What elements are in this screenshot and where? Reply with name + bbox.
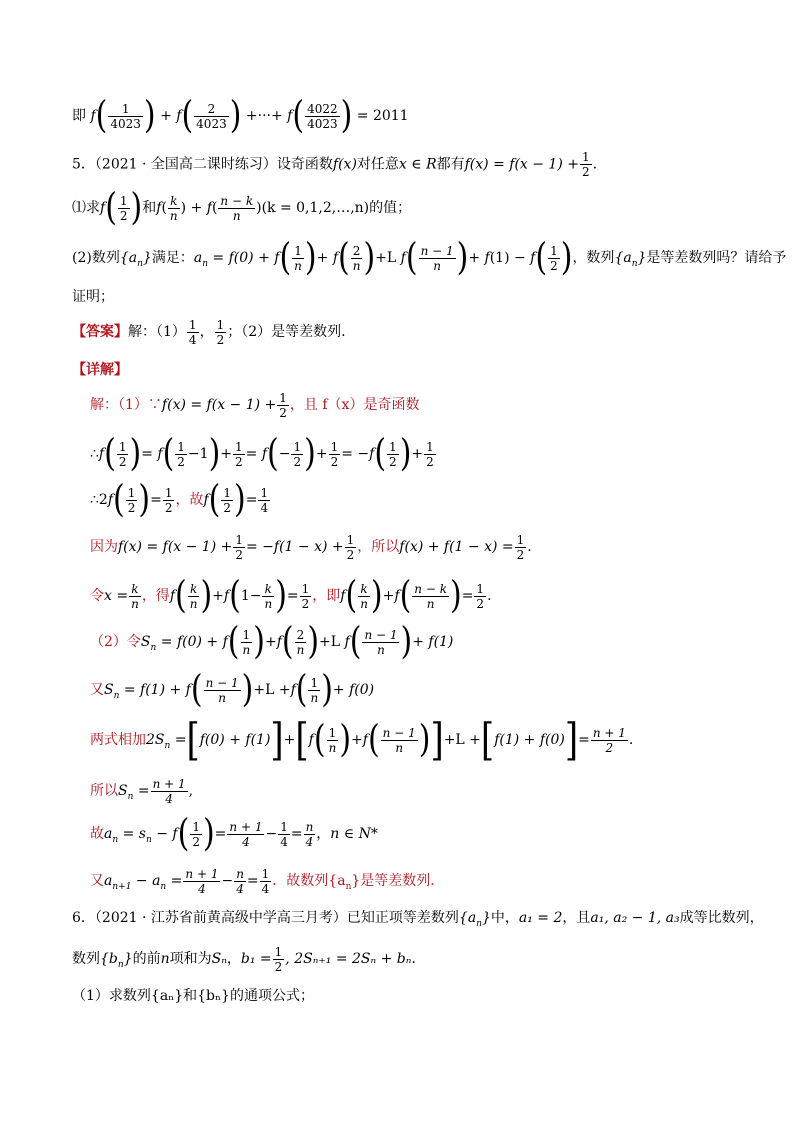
- s6-f2: $\frac{2}{n}$: [296, 627, 305, 657]
- answer-tag: 【答案】: [72, 324, 128, 340]
- answer-line: [72, 316, 346, 348]
- q6-b1: b₁ =: [240, 951, 272, 967]
- s2-f6: $\frac{1}{2}$: [389, 439, 397, 469]
- detail-step-11: 又$a_{n+1} - a_n$ = $\frac{n + 1}{4}$ − $\frac{n}{4}$ = $\frac{1}{4}$ ．故数列$\{a_n\}$是等差数列.: [90, 866, 435, 896]
- question-number: 5．: [72, 156, 95, 173]
- part-2-proof: 证明；: [72, 289, 114, 305]
- q6-text1: 已知正项等差数列: [346, 910, 459, 926]
- q6-l2-d: ，: [226, 951, 241, 967]
- s3-f4: $\frac{1}{4}$: [260, 485, 269, 515]
- question-6-line: 6．（2021 · 江苏省前黄高级中学高三月考）已知正项等差数列$\{a_n\}$中，a₁ = 2，且a₁, a₂ − 1, a₃成等比数列，: [72, 910, 764, 929]
- s8-f1: $\frac{1}{n}$: [328, 725, 337, 755]
- step1-eq: f(x) = f(x − 1) +: [161, 397, 277, 413]
- s2-f1: $\frac{1}{2}$: [118, 439, 127, 469]
- s4-f3: $\frac{1}{2}$: [516, 532, 525, 562]
- s6-f1: $\frac{1}{n}$: [242, 627, 251, 657]
- step1-a: 解：（1）∵: [90, 397, 162, 413]
- question-6-line-2: 数列$\{b_n\}$的前n项和为Sₙ，b₁ = $\frac{1}{2}$ , 2Sₙ₊₁ = 2Sₙ + bₙ．: [72, 944, 426, 974]
- step4-a: 因为: [90, 539, 118, 555]
- s10-f3: $\frac{1}{4}$: [280, 819, 288, 849]
- frac-n1-n: $\frac{n - 1}{n}$: [420, 243, 454, 273]
- s4-f1: $\frac{1}{2}$: [235, 532, 243, 562]
- s5-f1: $\frac{k}{n}$: [131, 581, 139, 611]
- part-2-line-2: [72, 287, 114, 307]
- s10-f2: $\frac{n + 1}{4}$: [229, 819, 263, 849]
- step3-mid: ，故: [175, 492, 204, 508]
- answer-frac-1-2: $\frac{1}{2}$: [216, 317, 225, 347]
- q6-a1: a₁ = 2: [518, 910, 563, 926]
- part-2-line: (2)数列$\{a_n\}$满足：$a_n = f(0) + f$( $\frac{1}{n}$ )+ f( $\frac{2}{n}$ )+L f( $\frac{n - 1}{n}$ )+ f(1) − f( $\frac{1}{2}$ )，数列$\{a_n\}$是等差数列吗？请给予: [72, 235, 787, 280]
- detail-step-10: 故$a_n = s_n - f$( $\frac{1}{2}$ )= $\frac{n + 1}{4}$ − $\frac{1}{4}$ = $\frac{n}{4}$ ，n ∈ N*: [90, 811, 378, 856]
- step8-a: 两式相加: [90, 732, 146, 748]
- s5-f4: $\frac{1}{2}$: [301, 581, 310, 611]
- detail-step-7: 又$S_n = f(1) + f$( $\frac{n - 1}{n}$ )+L +f( $\frac{1}{n}$ )+ f(0): [90, 667, 375, 712]
- part-2-text2: ，数列: [572, 250, 615, 266]
- step11-a: 又: [90, 873, 104, 889]
- s11-f2: $\frac{n}{4}$: [236, 866, 244, 896]
- part-2-text1: 满足：: [151, 250, 194, 266]
- step11-b: ．故数列{a: [272, 873, 346, 889]
- detail-step-5: 令x = $\frac{k}{n}$ ，得f( $\frac{k}{n}$ )+f(1− $\frac{k}{n}$ )= $\frac{1}{2}$ ，即f( $\frac{k}{n}$ )+f( $\frac{n - k}{n}$ )= $\frac{1}{2}$ .: [90, 573, 492, 618]
- s3-f1: $\frac{1}{2}$: [127, 485, 136, 515]
- s2-f7: $\frac{1}{2}$: [426, 439, 434, 469]
- detail-step-8: 两式相加$2S_n =[f(0) + f(1)]+[f$( $\frac{1}{n}$ )+f( $\frac{n - 1}{n}$ )]+L +[f(1) + f(0)]= $\frac{n + 1}{2}$ .: [90, 714, 634, 766]
- q5-eq: f(x) = f(x − 1) +: [464, 156, 579, 173]
- q6-text4: 成等比数列，: [679, 910, 764, 926]
- frac-half: $\frac{1}{2}$: [581, 150, 590, 179]
- s7-f1: $\frac{n - 1}{n}$: [205, 675, 239, 705]
- part-1-and: 和: [142, 200, 157, 216]
- s5-f2: $\frac{k}{n}$: [189, 581, 198, 611]
- answer-sep: ，: [199, 324, 214, 340]
- q6-l2-a: 数列: [72, 951, 100, 967]
- step4-b: ，所以: [357, 539, 400, 555]
- step2-therefore: ∴: [90, 446, 99, 462]
- s11-f3: $\frac{1}{4}$: [261, 866, 270, 896]
- s5-f5: $\frac{k}{n}$: [360, 581, 368, 611]
- q6-l2-n: n: [160, 951, 170, 967]
- detail-step-3: ∴2f( $\frac{1}{2}$ )= $\frac{1}{2}$ ，故f( $\frac{1}{2}$ )= $\frac{1}{4}$: [90, 477, 269, 522]
- s10-f1: $\frac{1}{2}$: [192, 819, 200, 849]
- detail-step-2: ∴f( $\frac{1}{2}$ )= f( $\frac{1}{2}$ −1)+ $\frac{1}{2}$ = f(− $\frac{1}{2}$ )+ $\frac{1}{2}$ = −f( $\frac{1}{2}$ )+ $\frac{1}{2}$: [90, 431, 434, 476]
- q6-text2: 中，: [490, 910, 519, 926]
- q6-l2-b: 的前: [132, 951, 161, 967]
- step5-a: 令: [90, 588, 104, 604]
- q5-text-a: 设奇函数: [276, 156, 333, 173]
- part-1-line: ⑴求f( $\frac{1}{2}$ )和f( $\frac{k}{n}$ ) + f( $\frac{n - k}{n}$ )(k = 0,1,2,…,n)的值；: [72, 185, 412, 230]
- detail-step-4: 因为f(x) = f(x − 1) + $\frac{1}{2}$ = −f(1 − x) + $\frac{1}{2}$ ，所以f(x) + f(1 − x) = $\frac{1}{2}$ .: [90, 532, 532, 562]
- s5-f3: $\frac{k}{n}$: [264, 581, 273, 611]
- step1-half: $\frac{1}{2}$: [279, 390, 287, 420]
- detail-step-6: （2）令$S_n = f(0) + f$( $\frac{1}{n}$ )+f( $\frac{2}{n}$ )+L f( $\frac{n - 1}{n}$ )+ f(1): [90, 619, 454, 664]
- frac-k-n: $\frac{k}{n}$: [169, 193, 178, 223]
- step5-b: ，得: [141, 588, 170, 604]
- q6-l2-sn: Sₙ: [211, 951, 227, 967]
- answer-text1: 解：（1）: [128, 324, 186, 340]
- q5-text-b: 对任意: [356, 156, 399, 173]
- answer-frac-1-4: $\frac{1}{4}$: [188, 317, 197, 347]
- text-prefix: 即: [72, 108, 86, 124]
- part-1-tail: (k = 0,1,2,…,n)的值；: [261, 200, 412, 216]
- answer-text2: ；（2）是等差数列.: [227, 324, 346, 340]
- frac-1-n: $\frac{1}{n}$: [294, 243, 302, 273]
- q6-sub1: （1）求数列{aₙ}和{bₙ}的通项公式；: [72, 988, 314, 1004]
- s3-f2: $\frac{1}{2}$: [164, 485, 173, 515]
- s8-f2: $\frac{n - 1}{n}$: [382, 725, 416, 755]
- step10-c: n ∈ N*: [330, 826, 378, 842]
- question-6-sub-1: [72, 986, 314, 1006]
- detail-tag-line: [72, 360, 128, 380]
- step9-a: 所以: [90, 783, 118, 799]
- s3-f3: $\frac{1}{2}$: [223, 485, 232, 515]
- step7-a: 又: [90, 682, 104, 698]
- frac-half-p1: $\frac{1}{2}$: [119, 193, 128, 223]
- q6-seqs: a₁, a₂ − 1, a₃: [590, 910, 680, 926]
- s6-f3: $\frac{n - 1}{n}$: [364, 627, 398, 657]
- part-2-text3: 是等差数列吗？请给予: [646, 250, 787, 266]
- q6-number: 6．: [72, 910, 95, 926]
- q6-rel: , 2Sₙ₊₁ = 2Sₙ + bₙ: [285, 951, 412, 967]
- frac-nk-n: $\frac{n - k}{n}$: [220, 193, 254, 223]
- sum-result: = 2011: [356, 108, 409, 124]
- s5-f7: $\frac{1}{2}$: [476, 581, 485, 611]
- q6-text3: ，且: [562, 910, 591, 926]
- part-2-label: (2)数列: [72, 250, 120, 266]
- q5-end: .: [592, 156, 598, 173]
- detail-step-9: 所以$S_n$ = $\frac{n + 1}{4}$ ,: [90, 776, 194, 806]
- frac-2-4023: $\frac{2}{4023}$: [196, 101, 227, 131]
- question-5-line: [72, 150, 597, 179]
- q6-b1-frac: $\frac{1}{2}$: [274, 944, 283, 974]
- step1-b: ，且 f（x）是奇函数: [289, 397, 420, 413]
- q6-source: （2021 · 江苏省前黄高级中学高三月考）: [94, 910, 347, 926]
- detail-tag: 【详解】: [72, 362, 128, 378]
- step3-therefore: ∴: [90, 492, 99, 508]
- s7-f2: $\frac{1}{n}$: [310, 675, 319, 705]
- dots: +···+: [245, 108, 283, 124]
- frac-4022-4023: $\frac{4022}{4023}$: [307, 101, 338, 131]
- s11-f1: $\frac{n + 1}{4}$: [185, 866, 219, 896]
- step10-b: ，: [316, 826, 331, 842]
- s2-f2: $\frac{1}{2}$: [177, 439, 185, 469]
- step10-a: 故: [90, 826, 104, 842]
- s4-f2: $\frac{1}{2}$: [346, 532, 355, 562]
- q5-text-c: 都有: [436, 156, 465, 173]
- s10-f4: $\frac{n}{4}$: [305, 819, 314, 849]
- q5-x-in-r: x ∈ R: [398, 156, 437, 173]
- q5-fx: f(x): [332, 156, 357, 173]
- question-source: （2021 · 全国高二课时练习）: [94, 156, 277, 173]
- step6-a: （2）令: [90, 634, 141, 650]
- result-line-sum: 即 f( $\frac{1}{4023}$ ) + f( $\frac{2}{4023}$ ) +···+ f( $\frac{4022}{4023}$ ) = 2011: [72, 93, 409, 138]
- s2-f4: $\frac{1}{2}$: [293, 439, 302, 469]
- frac-2-n: $\frac{2}{n}$: [352, 243, 361, 273]
- s5-f6: $\frac{n - k}{n}$: [414, 581, 447, 611]
- step11-c: }是等差数列.: [351, 873, 435, 889]
- q6-end: ．: [411, 951, 426, 967]
- s9-f1: $\frac{n + 1}{4}$: [152, 776, 186, 806]
- q6-l2-c: 项和为: [169, 951, 212, 967]
- step5-c: ，即: [312, 588, 341, 604]
- detail-step-1: [90, 390, 419, 420]
- s2-f5: $\frac{1}{2}$: [330, 439, 339, 469]
- s8-f3: $\frac{n + 1}{2}$: [592, 725, 626, 755]
- frac-half-p2: $\frac{1}{2}$: [550, 243, 558, 273]
- s2-f3: $\frac{1}{2}$: [235, 439, 243, 469]
- part-1-label: ⑴求: [72, 200, 100, 216]
- frac-1-4023: $\frac{1}{4023}$: [110, 101, 141, 131]
